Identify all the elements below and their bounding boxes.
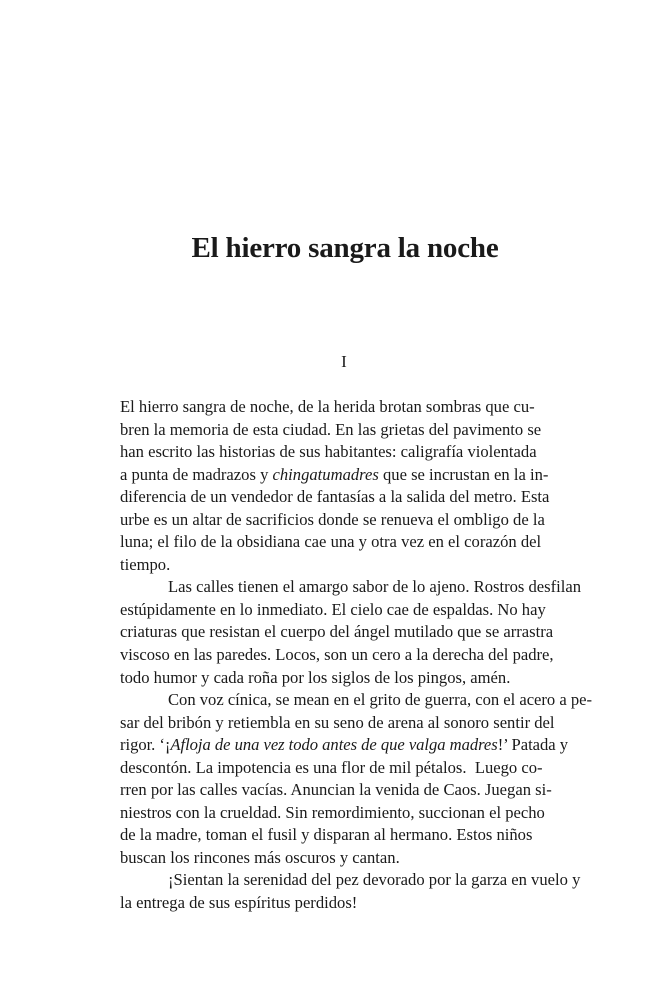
- text-line: [120, 712, 568, 735]
- text-line: [120, 621, 568, 644]
- line-content: [120, 621, 553, 644]
- line-content: [120, 779, 552, 802]
- line-content: [120, 644, 554, 667]
- text-segment: El hierro sangra de noche, de la herida brotan sombras que cu-: [120, 397, 535, 416]
- chapter-body: [120, 396, 592, 915]
- chapter-title: El hierro sangra la noche: [191, 232, 499, 264]
- text-line: [120, 802, 568, 825]
- text-line: [120, 757, 568, 780]
- line-content: [120, 396, 535, 419]
- line-content: [120, 509, 545, 532]
- italic-text: chingatumadres: [272, 464, 379, 484]
- text-segment: ¡Sientan la serenidad del pez devorado por la garza en vuelo y: [168, 870, 581, 890]
- text-line: [120, 689, 592, 712]
- text-segment: bren la memoria de esta ciudad. En las grietas del pavimento se: [120, 419, 542, 439]
- text-segment: urbe es un altar de sacrificios donde se renueva el ombligo de la: [120, 509, 545, 529]
- text-segment: de la madre, toman el fusil y disparan al hermano. Estos niños: [120, 825, 533, 845]
- text-segment: tiempo.: [120, 554, 171, 574]
- text-segment: viscoso en las paredes. Locos, son un cero a la derecha del padre,: [120, 645, 554, 665]
- text-line: [120, 486, 568, 509]
- text-segment: buscan los rincones más oscuros y cantan.: [120, 847, 400, 867]
- text-segment: diferencia de un vendedor de fantasías a la salida del metro. Esta: [120, 487, 550, 507]
- text-line: [120, 396, 568, 419]
- paragraph: [120, 576, 582, 689]
- section-number: I: [341, 352, 347, 371]
- text-line: [120, 531, 568, 554]
- text-line: [120, 509, 568, 532]
- text-line: [120, 779, 568, 802]
- text-segment: criaturas que resistan el cuerpo del ángel mutilado que se arrastra: [120, 622, 554, 642]
- text-line: [120, 419, 568, 442]
- text-line: [120, 576, 582, 599]
- text-segment: Con voz cínica, se mean en el grito de guerra, con el acero a pe-: [168, 690, 592, 710]
- paragraph: [120, 689, 592, 869]
- text-segment: que se incrustan en la in-: [378, 464, 549, 484]
- line-content: [144, 689, 592, 712]
- text-segment: estúpidamente en lo inmediato. El cielo cae de espaldas. No hay: [120, 599, 546, 619]
- line-content: [120, 486, 549, 509]
- line-content: [120, 802, 545, 825]
- text-line: [120, 667, 568, 690]
- line-content: [120, 824, 532, 847]
- paragraph: [120, 869, 581, 914]
- italic-text: Afloja de una vez todo antes de que valga madres: [170, 735, 498, 755]
- text-segment: Las calles tienen el amargo sabor de lo ajeno. Rostros desfilan: [168, 577, 582, 597]
- text-line: [120, 441, 568, 464]
- text-line: [120, 734, 568, 757]
- text-line: [120, 464, 568, 487]
- text-segment: todo humor y cada roña por los siglos de los pingos, amén.: [120, 667, 511, 687]
- text-line: [120, 892, 568, 915]
- text-segment: la entrega de sus espíritus perdidos!: [120, 893, 358, 913]
- text-segment: sar del bribón y retiembla en su seno de arena al sonoro sentir del: [120, 712, 555, 732]
- line-content: [120, 441, 537, 464]
- text-segment: !’ Patada y: [497, 735, 568, 755]
- text-segment: han escrito las historias de sus habitantes: caligrafía violentada: [120, 442, 537, 462]
- line-content: [144, 576, 581, 599]
- line-content: [120, 599, 546, 622]
- line-content: [120, 531, 541, 554]
- text-segment: descontón. La impotencia es una flor de mil pétalos. Luego co-: [120, 757, 543, 777]
- line-content: [120, 419, 541, 442]
- line-content: [120, 757, 543, 780]
- text-segment: luna; el filo de la obsidiana cae una y otra vez en el corazón del: [120, 532, 542, 552]
- line-content: [120, 734, 568, 757]
- line-content: [120, 464, 548, 487]
- line-content: [144, 869, 580, 892]
- text-line: [120, 869, 581, 892]
- text-line: [120, 644, 568, 667]
- text-segment: a punta de madrazos y: [120, 464, 273, 484]
- text-line: [120, 554, 568, 577]
- text-segment: rigor. ‘¡: [120, 735, 171, 755]
- text-line: [120, 847, 568, 870]
- text-segment: rren por las calles vacías. Anuncian la venida de Caos. Juegan si-: [120, 780, 552, 800]
- paragraph: [120, 396, 568, 576]
- text-line: [120, 599, 568, 622]
- text-line: [120, 824, 568, 847]
- text-segment: niestros con la crueldad. Sin remordimiento, succionan el pecho: [120, 802, 545, 822]
- line-content: [120, 712, 555, 735]
